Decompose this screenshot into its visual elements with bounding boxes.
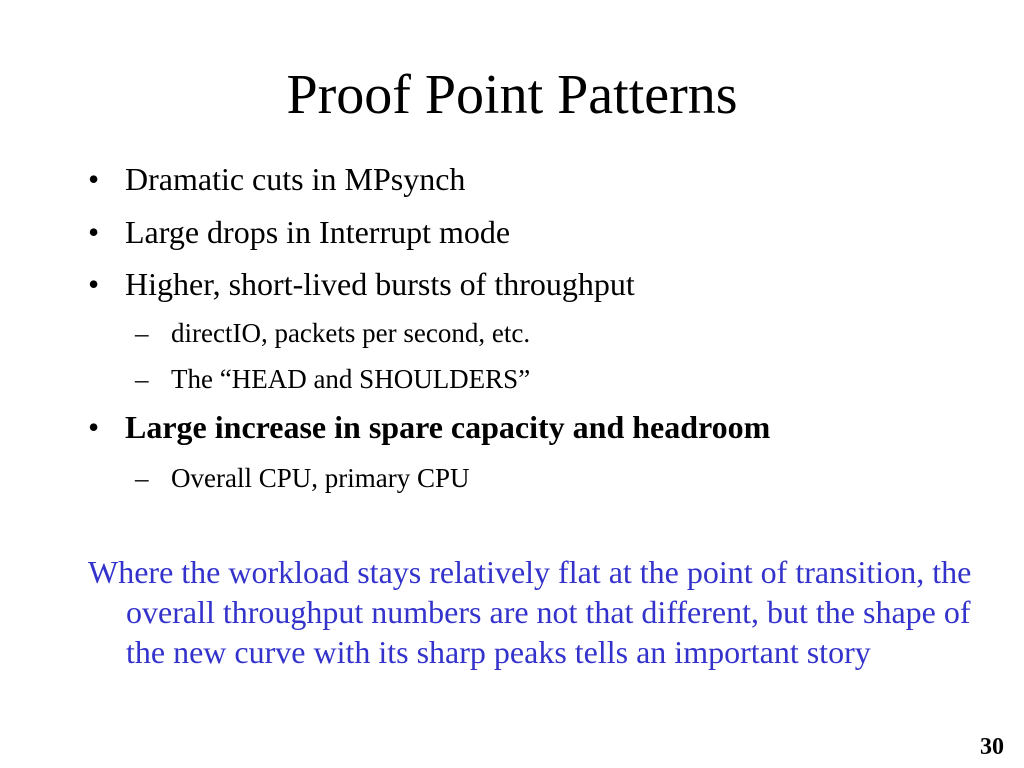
sub-bullet-marker: – xyxy=(135,318,149,348)
slide-note: Where the workload stays relatively flat at the point of transition, the overall throughput numbers are not that different, but the shape of the new curve with its sharp peaks tells an important story xyxy=(88,554,972,670)
bullet-text: Dramatic cuts in MPsynch xyxy=(125,161,466,197)
sub-bullet-marker: – xyxy=(135,463,149,493)
bullet-text: Large increase in spare capacity and headroom xyxy=(125,409,771,445)
sub-bullet-marker: – xyxy=(135,364,149,394)
bullet-marker: • xyxy=(88,266,100,302)
slide-title: Proof Point Patterns xyxy=(286,64,738,126)
bullet-text: Large drops in Interrupt mode xyxy=(125,214,511,250)
page-number: 30 xyxy=(980,734,1004,760)
sub-bullet-text: Overall CPU, primary CPU xyxy=(171,463,470,493)
bullet-marker: • xyxy=(88,161,100,197)
bullet-marker: • xyxy=(88,409,100,445)
sub-bullet-text: directIO, packets per second, etc. xyxy=(171,318,531,348)
bullet-marker: • xyxy=(88,214,100,250)
sub-bullet-text: The “HEAD and SHOULDERS” xyxy=(171,364,531,394)
bullet-text: Higher, short-lived bursts of throughput xyxy=(125,266,635,302)
